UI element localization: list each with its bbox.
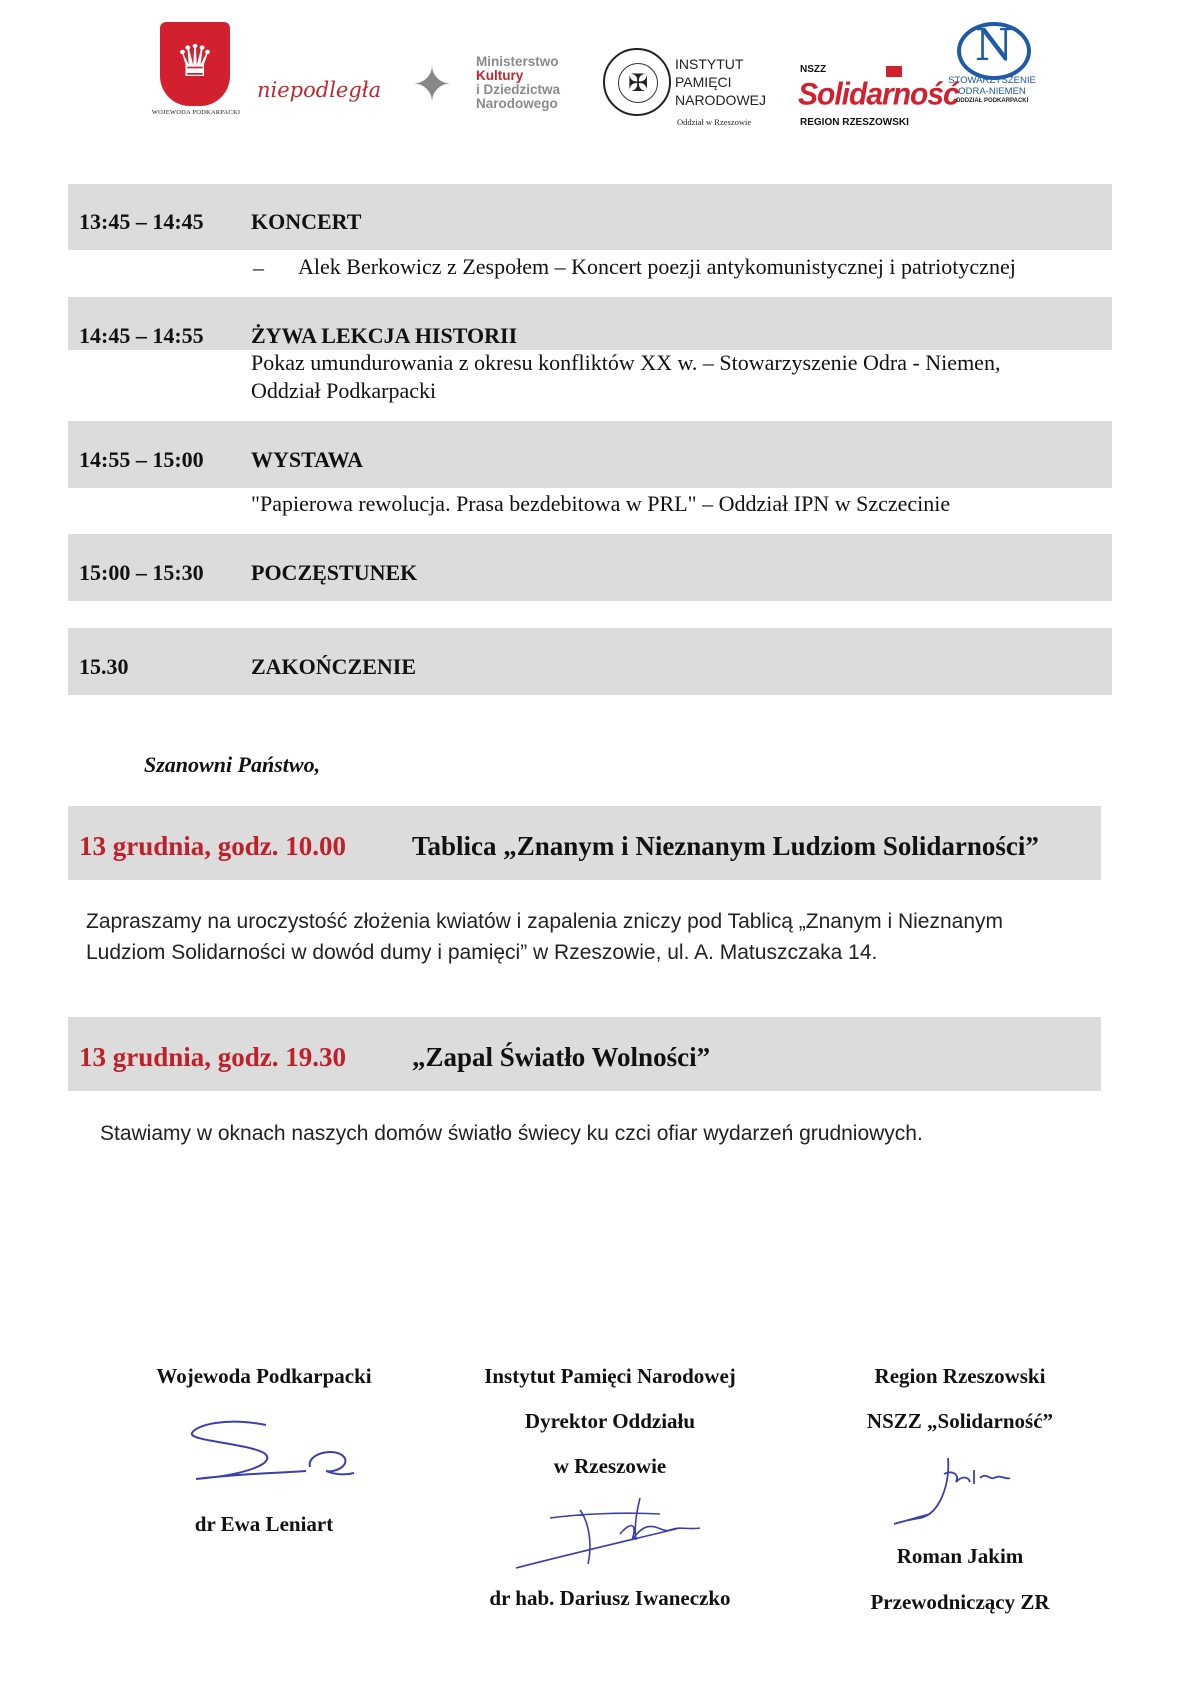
event-title: Tablica „Znanym i Nieznanym Ludziom Solidarności”: [412, 831, 1039, 861]
signature-iwaneczko: [510, 1494, 710, 1574]
white-eagle-emblem-icon: ♛: [160, 22, 230, 106]
event-text: Stawiamy w oknach naszych domów światło świecy ku czci ofiar wydarzeń grudniowych.: [100, 1122, 923, 1145]
event-title: „Zapal Światło Wolności”: [412, 1042, 711, 1072]
event-date: 13 grudnia, godz. 19.30: [79, 1042, 347, 1072]
schedule-title: ŻYWA LEKCJA HISTORII: [251, 323, 518, 348]
solidarnosc-nszz: NSZZ: [800, 64, 827, 75]
schedule-band: [68, 534, 1112, 601]
ipn-line-1: INSTYTUT: [675, 56, 744, 72]
event-date: 13 grudnia, godz. 10.00: [79, 831, 347, 861]
schedule-desc: "Papierowa rewolucja. Prasa bezdebitowa w PRL" – Oddział IPN w Szczecinie: [251, 491, 951, 516]
ministry-line-2: Kultury: [476, 68, 524, 83]
signature-role: Wojewoda Podkarpacki: [156, 1364, 372, 1388]
schedule-time: 14:55 – 15:00: [79, 447, 204, 472]
solidarnosc-region: REGION RZESZOWSKI: [800, 117, 909, 128]
odra-niemen-sub: ODDZIAŁ PODKARPACKI: [955, 98, 1029, 104]
signature-leniart: [186, 1413, 356, 1489]
schedule-band: [68, 628, 1112, 695]
eagle-emblem-icon: ✦: [411, 57, 453, 113]
event-text: Zapraszamy na uroczystość złożenia kwiatów i zapalenia zniczy pod Tablicą „Znanym i Nieznanym: [86, 910, 1004, 933]
schedule-time: 14:45 – 14:55: [79, 323, 204, 348]
signatory-name: Roman Jakim: [896, 1544, 1024, 1568]
schedule-time: 13:45 – 14:45: [79, 209, 204, 234]
signature-role: w Rzeszowie: [553, 1454, 667, 1478]
event-text: Ludziom Solidarności w dowód dumy i pamięci” w Rzeszowie, ul. A. Matuszczaka 14.: [86, 941, 878, 964]
signatory-role: Przewodniczący ZR: [870, 1590, 1050, 1614]
schedule-desc: Oddział Podkarpacki: [251, 378, 437, 403]
signature-role: Instytut Pamięci Narodowej: [484, 1364, 736, 1388]
ministry-line-4: Narodowego: [476, 96, 558, 111]
schedule-band: [68, 297, 1112, 350]
solidarnosc-logo: Solidarność: [798, 77, 959, 112]
odra-niemen-line-2: ODRA-NIEMEN: [958, 86, 1026, 97]
schedule-title: POCZĘSTUNEK: [251, 560, 418, 585]
schedule-time: 15.30: [79, 654, 129, 679]
signatory-name: dr hab. Dariusz Iwaneczko: [489, 1586, 731, 1610]
odra-niemen-text: [942, 75, 1042, 97]
solidarnosc-flag-icon: [886, 66, 902, 77]
schedule-band: [68, 421, 1112, 488]
ipn-seal-icon: ✠: [603, 48, 671, 116]
niepodlegla-logo: niepodległa: [257, 78, 382, 102]
signatory-name: dr Ewa Leniart: [194, 1512, 334, 1536]
greeting: Szanowni Państwo,: [144, 752, 321, 777]
on-monogram-icon: N: [957, 22, 1031, 80]
signature-role: NSZZ „Solidarność”: [866, 1409, 1054, 1433]
schedule-title: ZAKOŃCZENIE: [251, 654, 417, 679]
ipn-line-3: NARODOWEJ: [675, 92, 766, 108]
ipn-sub: Oddział w Rzeszowie: [677, 117, 752, 127]
odra-niemen-line-1: STOWARZYSZENIE: [948, 75, 1036, 86]
signature-jakim: [890, 1454, 1020, 1528]
schedule-desc: Alek Berkowicz z Zespołem – Koncert poezji antykomunistycznej i patriotycznej: [298, 254, 1016, 279]
wojewoda-caption: WOJEWODA PODKARPACKI: [151, 109, 241, 116]
schedule-title: WYSTAWA: [251, 447, 364, 472]
schedule-desc: Pokaz umundurowania z okresu konfliktów XX w. – Stowarzyszenie Odra - Niemen,: [251, 350, 1001, 375]
schedule-title: KONCERT: [251, 209, 362, 234]
signature-role: Region Rzeszowski: [874, 1364, 1046, 1388]
bullet-dash: –: [253, 255, 264, 280]
ipn-logo-text: [675, 55, 766, 109]
ministry-line-3: i Dziedzictwa: [476, 82, 561, 97]
schedule-time: 15:00 – 15:30: [79, 560, 204, 585]
ipn-line-2: PAMIĘCI: [675, 74, 732, 90]
ministry-logo-text: [476, 55, 560, 111]
signature-role: Dyrektor Oddziału: [524, 1409, 696, 1433]
schedule-band: [68, 184, 1112, 250]
ministry-line-1: Ministerstwo: [476, 54, 559, 69]
